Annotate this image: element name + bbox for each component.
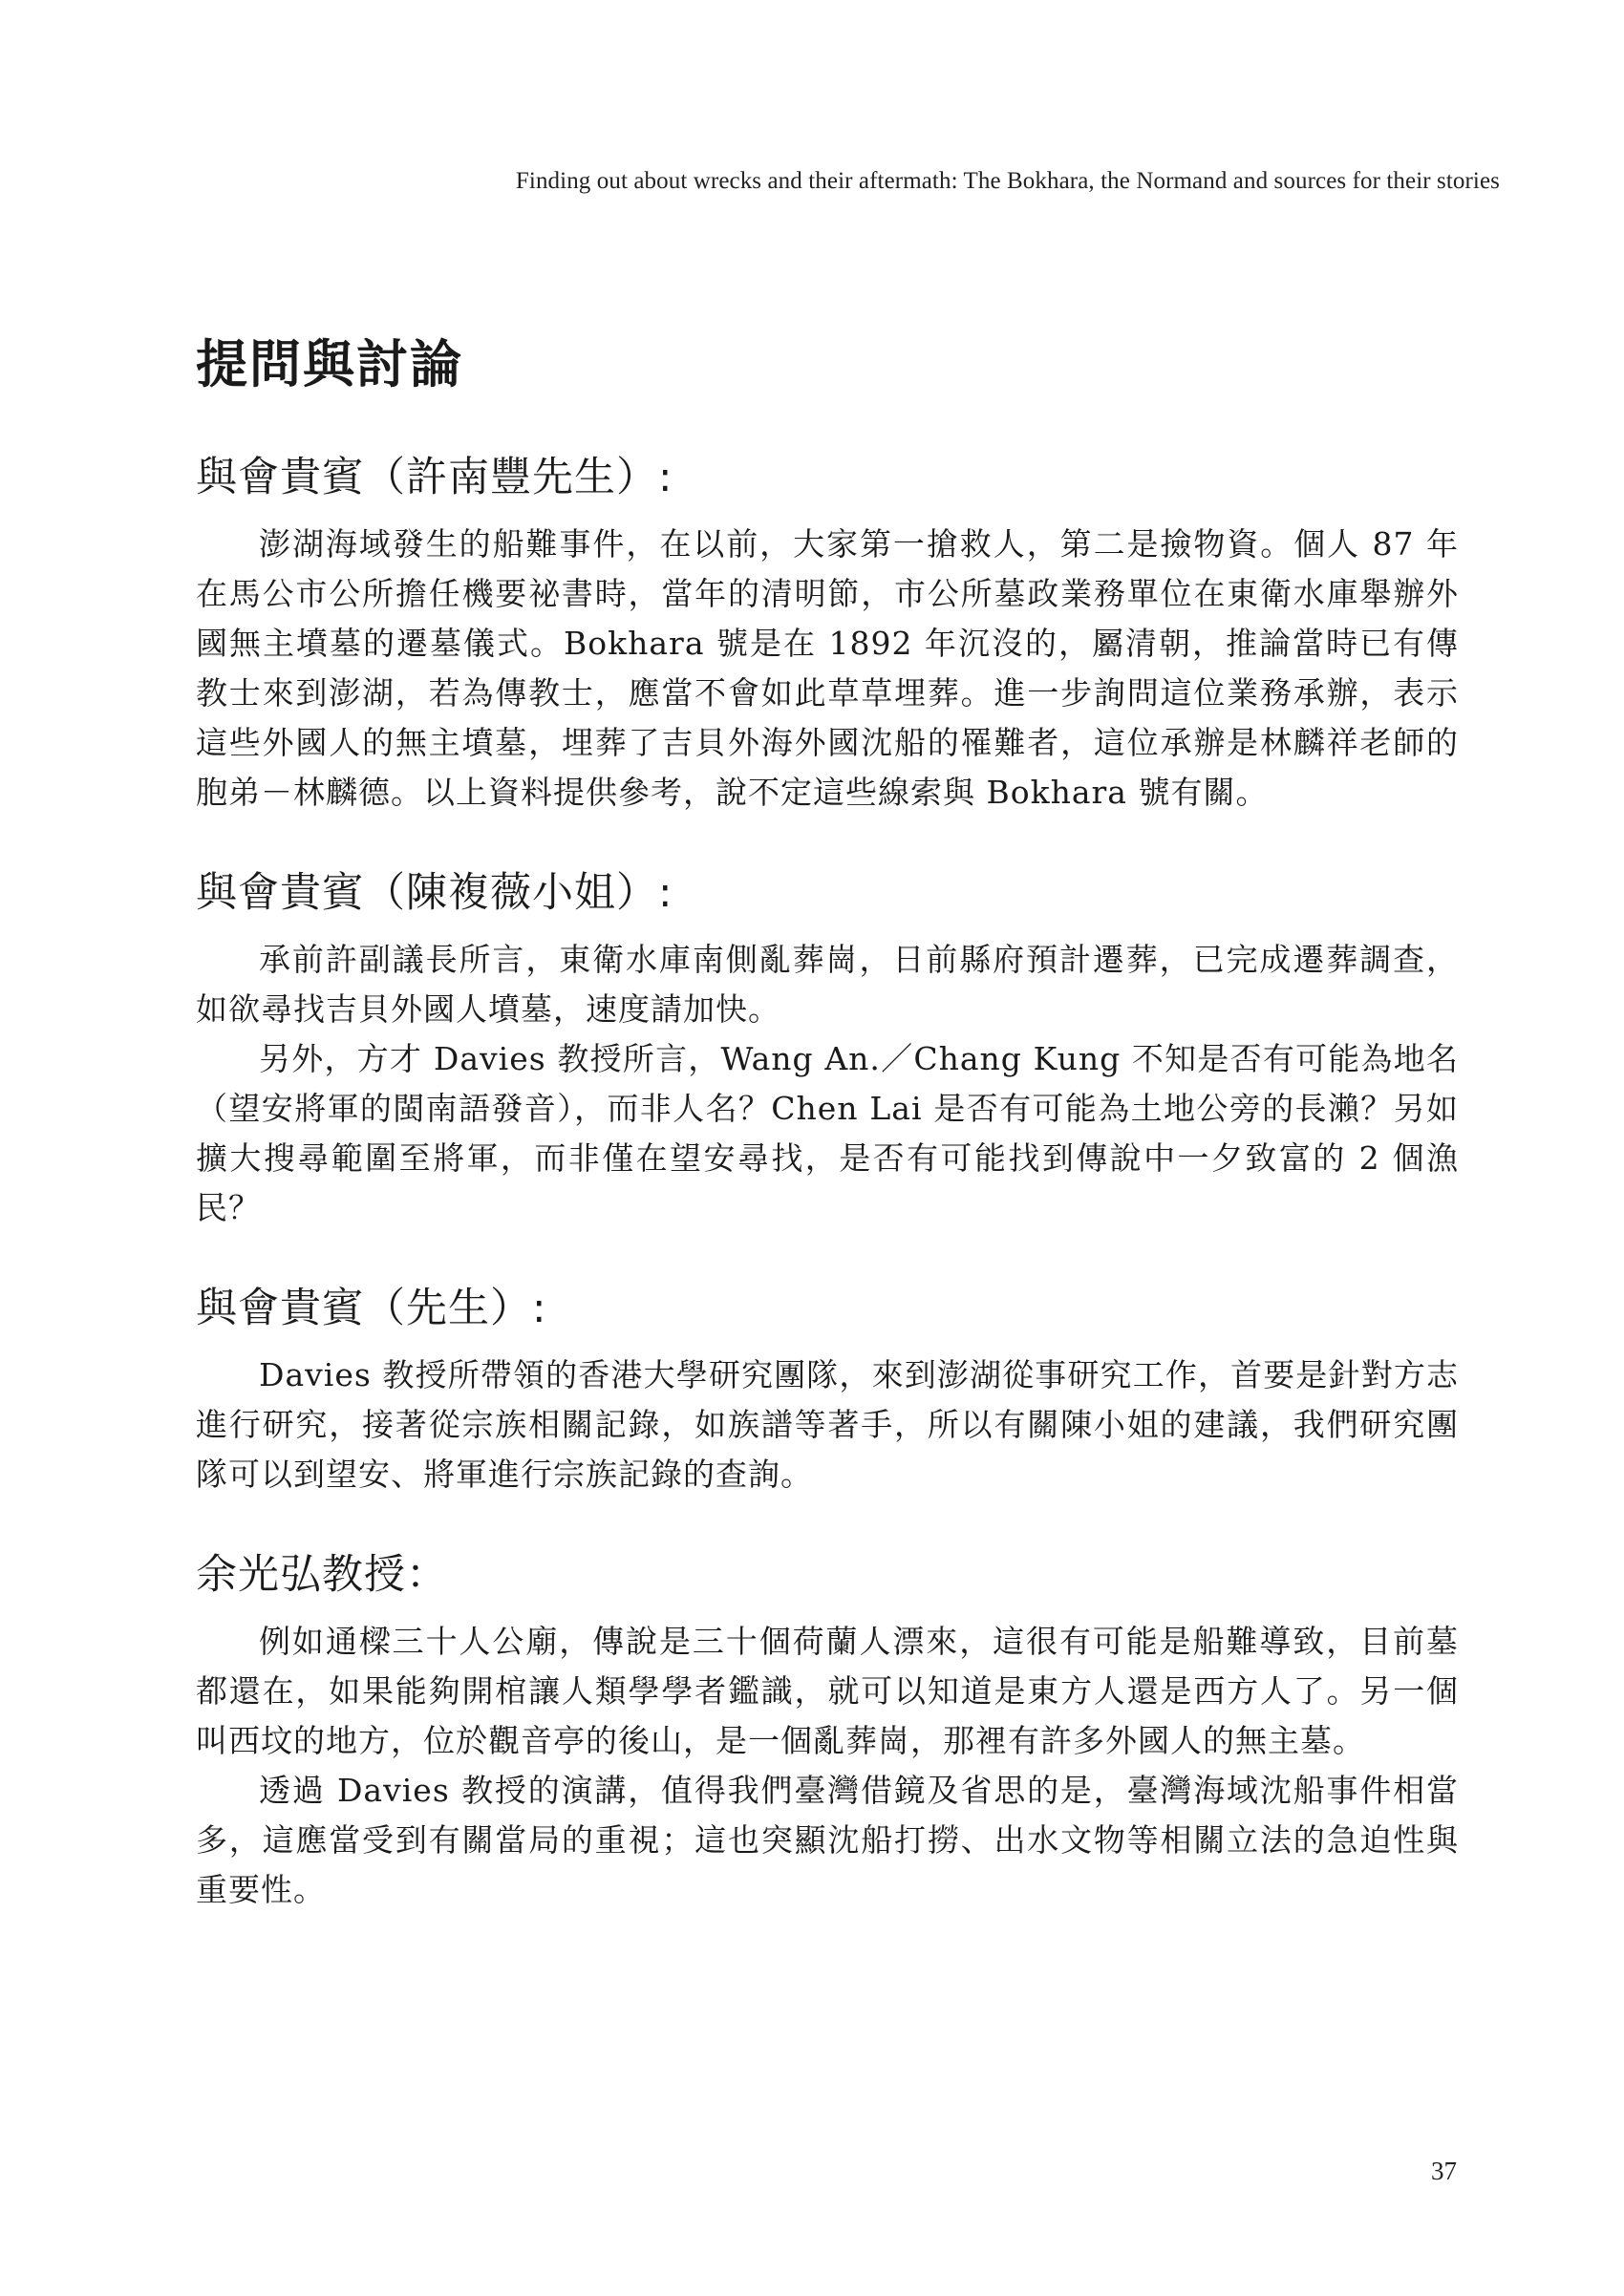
discussion-paragraph: 另外，方才 Davies 教授所言，Wang An.／Chang Kung 不知是否有可能為地名（望安將軍的閩南語發音），而非人名？Chen Lai 是否有可能為土地公旁的長瀨？另如擴大搜尋範圍至將軍，而非僅在望安尋找，是否有可能找到傳說中一夕致富的 2 個漁民？ — [196, 1040, 1459, 1226]
section-title: 提問與討論 — [196, 334, 463, 394]
speaker-heading: 與會貴賓（陳複薇小姐）: — [196, 869, 673, 917]
page-number: 37 — [1431, 2157, 1457, 2185]
discussion-block-1 — [196, 454, 1459, 818]
discussion-paragraph: 例如通樑三十人公廟，傳說是三十個荷蘭人漂來，這很有可能是船難導致，目前墓都還在，如果能夠開棺讓人類學學者鑑識，就可以知道是東方人還是西方人了。另一個叫西坟的地方，位於觀音亭的後山，是一個亂葬崗，那裡有許多外國人的無主墓。 — [196, 1623, 1459, 1759]
speaker-heading: 與會貴賓（先生）: — [196, 1285, 547, 1332]
discussion-block-2 — [196, 869, 1459, 1233]
discussion-paragraph: 承前許副議長所言，東衛水庫南側亂葬崗，日前縣府預計遷葬，已完成遷葬調查，如欲尋找吉貝外國人墳墓，速度請加快。 — [196, 941, 1459, 1028]
running-header: Finding out about wrecks and their aftermath: The Bokhara, the Normand and sources for their stories — [515, 168, 1500, 194]
speaker-heading: 與會貴賓（許南豐先生）: — [196, 454, 673, 501]
discussion-block-4 — [196, 1551, 1459, 1915]
discussion-paragraph: Davies 教授所帶領的香港大學研究團隊，來到澎湖從事研究工作，首要是針對方志進行研究，接著從宗族相關記錄，如族譜等著手，所以有關陳小姐的建議，我們研究團隊可以到望安、將軍進行宗族記錄的查詢。 — [196, 1356, 1459, 1493]
discussion-block-3 — [196, 1285, 1459, 1499]
discussion-paragraph: 澎湖海域發生的船難事件，在以前，大家第一搶救人，第二是撿物資。個人 87 年在馬公市公所擔任機要祕書時，當年的清明節，市公所墓政業務單位在東衛水庫舉辦外國無主墳墓的遷墓儀式。Bokhara 號是在 1892 年沉沒的，屬清朝，推論當時已有傳教士來到澎湖，若為傳教士，應當不會如此草草埋葬。進一步詢問這位業務承辦，表示這些外國人的無主墳墓，埋葬了吉貝外海外國沈船的罹難者，這位承辦是林麟祥老師的胞弟－林麟德。以上資料提供參考，說不定這些線索與 Bokhara 號有關。 — [196, 525, 1459, 811]
speaker-heading: 余光弘教授： — [196, 1551, 448, 1599]
discussion-paragraph: 透過 Davies 教授的演講，值得我們臺灣借鏡及省思的是，臺灣海域沈船事件相當多，這應當受到有關當局的重視；這也突顯沈船打撈、出水文物等相關立法的急迫性與重要性。 — [196, 1772, 1459, 1908]
main-content — [196, 334, 1459, 1970]
